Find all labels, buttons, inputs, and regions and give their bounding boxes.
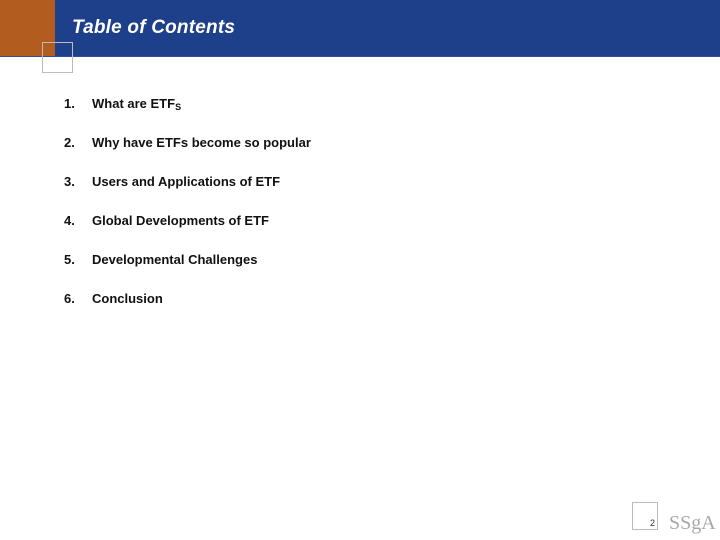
toc-item-number: 6.	[64, 291, 75, 306]
ssga-logo: SSgA	[669, 512, 716, 534]
toc-item-label: What are ETFS	[92, 96, 182, 112]
toc-item-number: 3.	[64, 174, 75, 189]
toc-item-number: 5.	[64, 252, 75, 267]
page-number: 2	[650, 518, 656, 528]
decorative-square	[42, 42, 73, 73]
toc-item-number: 2.	[64, 135, 75, 150]
header-divider	[0, 56, 720, 57]
toc-item-label: Developmental Challenges	[92, 252, 258, 267]
toc-item-label: Users and Applications of ETF	[92, 174, 281, 189]
page-title: Table of Contents	[72, 17, 236, 38]
toc-item-label: Global Developments of ETF	[92, 213, 269, 228]
toc-item-number: 4.	[64, 213, 75, 228]
toc-item-label-suffix: S	[175, 102, 182, 112]
toc-item-label: Why have ETFs become so popular	[92, 135, 311, 150]
toc-item-label: Conclusion	[92, 291, 163, 306]
toc-item-number: 1.	[64, 96, 75, 111]
